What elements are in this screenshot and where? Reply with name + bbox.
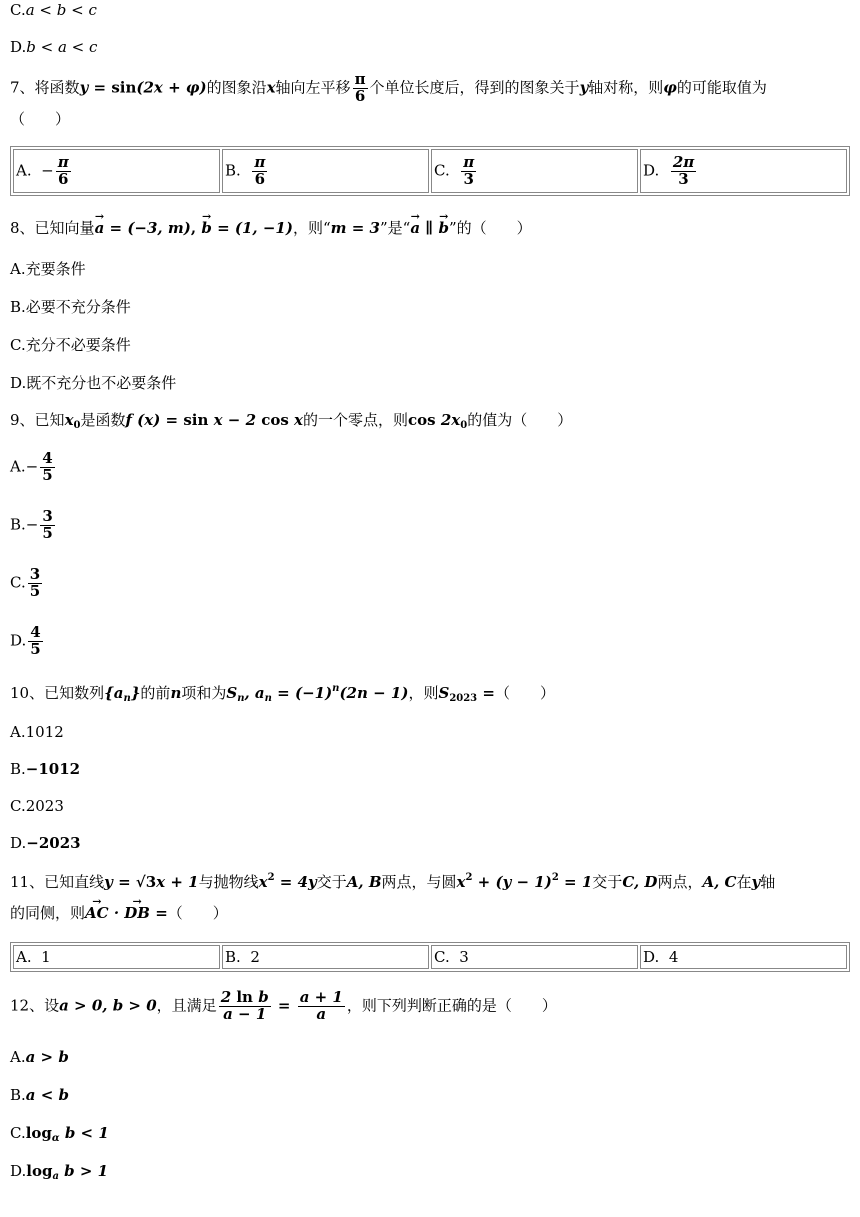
q11-option-b: B. 2 xyxy=(222,945,429,969)
q8-vectors: → a = (−3, m), → b = (1, −1) xyxy=(95,219,293,237)
q7-options-table xyxy=(10,146,850,196)
q11-option-d: D. 4 xyxy=(640,945,847,969)
q8-option-b: B.必要不充分条件 xyxy=(10,298,131,316)
q6-option-c-math: a < b < c xyxy=(25,1,97,19)
q12-option-d: $D.\log_a$ b > 1 xyxy=(10,1162,109,1182)
q7-stem: 7、将函数y = sin(2x + φ)的图象沿x轴向左平移 $\frac{\pi}{6}$ 个单位长度后，得到的图象关于y轴对称，则φ的可能取值为 xyxy=(10,70,767,105)
q12-option-a: A.a > b xyxy=(10,1048,69,1066)
q8-option-d: D.既不充分也不必要条件 xyxy=(10,374,177,392)
q10-stem: 10、已知数列$\{a_n\}$的前n项和为$S_n$, $a_n = (-1)^n(2n - 1)$，则$S_{2023}$ =（ ） xyxy=(10,683,555,704)
q11-stem-line1: 11、已知直线y = √3x + 1与抛物线$x^2 = 4y$交于A, B两点，与圆$x^2 + (y - 1)^2 = 1$交于C, D两点，A, C在y轴 xyxy=(10,872,776,891)
q9-option-c: C. $\frac{3}{5}$ xyxy=(10,565,41,600)
q12-lhs-fraction: $\frac{\text{2 ln b}}{a - 1}$ xyxy=(220,988,269,1023)
q9-option-a: A.− $\frac{4}{5}$ xyxy=(10,449,53,484)
q6-option-d-math: b < a < c xyxy=(26,38,98,56)
q11-circle-eq: $x^2 + (y - 1)^2 = 1$ xyxy=(456,872,593,891)
q9-option-d: D. $\frac{4}{5}$ xyxy=(10,623,41,658)
q7-option-a: A. − $\frac{\pi}{6}$ xyxy=(13,149,220,193)
q11-option-a: A. 1 xyxy=(13,945,220,969)
q9-option-b: B.− $\frac{3}{5}$ xyxy=(10,507,53,542)
q10-sequence: $S_n$, $a_n = (-1)^n(2n - 1)$ xyxy=(226,683,409,704)
q11-options-table xyxy=(10,942,850,972)
q12-option-b: B.a < b xyxy=(10,1086,70,1104)
q10-option-d: D.−2023 xyxy=(10,834,81,852)
q7-shift-fraction: $\frac{\pi}{6}$ xyxy=(354,70,366,105)
q8-stem: 8、已知向量→ a = (−3, m), → b = (1, −1)，则“m = 3”是“→ a ∥ → b”的（ ） xyxy=(10,219,852,237)
q12-option-c: $C.\log_\alpha$ b < 1 xyxy=(10,1124,109,1144)
q11-option-c: C. 3 xyxy=(431,945,638,969)
q7-option-b: B. $\frac{\pi}{6}$ xyxy=(222,149,429,193)
q7-option-c: C. $\frac{\pi}{3}$ xyxy=(431,149,638,193)
q12-stem: 12、设a > 0, b > 0，且满足 $\frac{\text{2 ln b}}{a - 1}$ = $\frac{a + 1}{a}$ ，则下列判断正确的是（ ） xyxy=(10,988,557,1023)
q10-option-c: C.2023 xyxy=(10,797,64,815)
q12-rhs-fraction: $\frac{a + 1}{a}$ xyxy=(299,988,343,1023)
q7-option-d: D. $\frac{2\pi}{3}$ xyxy=(640,149,847,193)
q11-stem-line2: 的同侧，则→ AC · → DB =（ ） xyxy=(10,904,852,922)
q6-option-c: C.a < b < c xyxy=(10,1,97,19)
q9-function: f (x) = sin x − 2 cos x xyxy=(125,411,303,429)
q7-function: y = sin(2x + φ) xyxy=(79,78,207,97)
q7-paren: （ ） xyxy=(10,110,71,128)
q10-option-a: A.1012 xyxy=(10,723,64,741)
q9-stem: 9、已知$x_0$是函数f (x) = sin x − 2 cos x的一个零点，则$\cos 2x_0$的值为（ ） xyxy=(10,411,573,431)
q8-option-c: C.充分不必要条件 xyxy=(10,336,131,354)
q8-option-a: A.充要条件 xyxy=(10,260,86,278)
q11-line-eq: y = √3x + 1 xyxy=(104,873,199,891)
q10-option-b: B.−1012 xyxy=(10,760,81,778)
q6-option-d: D.b < a < c xyxy=(10,38,98,56)
q11-dot-product: → AC · → DB = xyxy=(85,904,168,922)
